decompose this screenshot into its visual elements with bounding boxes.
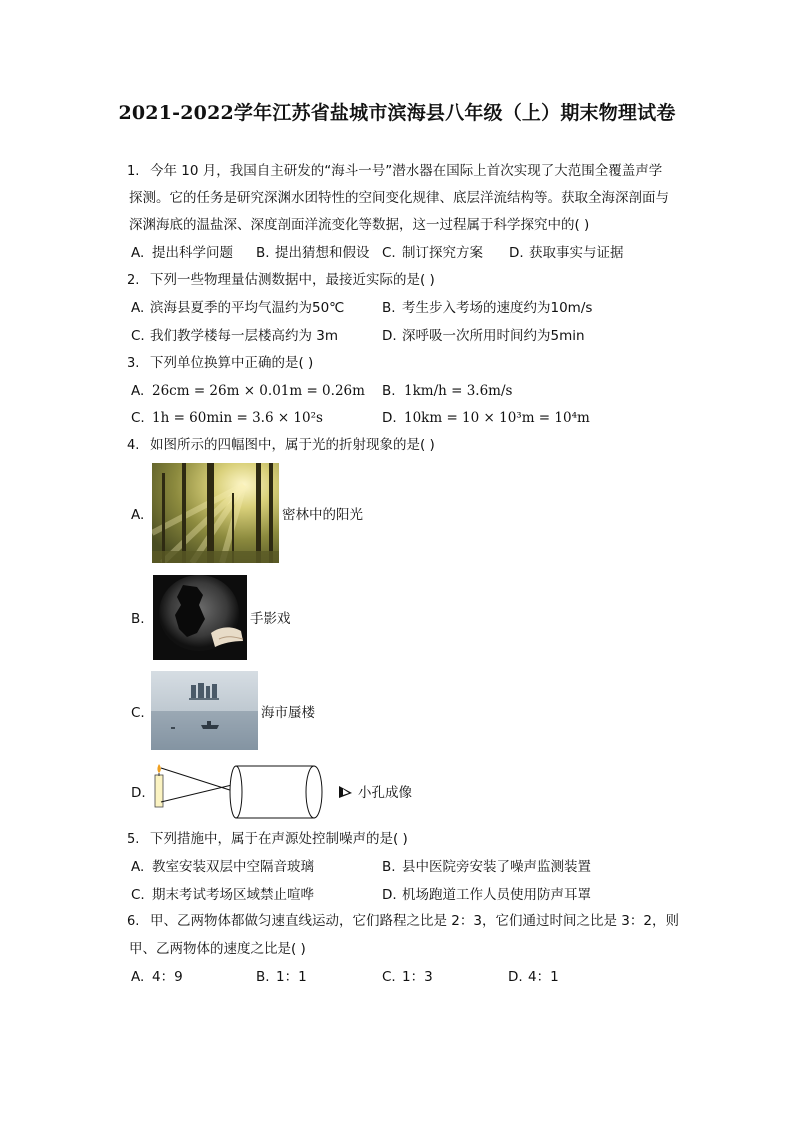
option-label: B. [256, 969, 270, 985]
option-label: A. [131, 859, 145, 875]
option-label: C. [131, 410, 145, 426]
option-label: A. [131, 383, 145, 399]
option-label: A. [131, 300, 145, 316]
option-label: B. [256, 245, 270, 261]
option-text: 密林中的阳光 [282, 507, 363, 523]
option-text: 教室安装双层中空隔音玻璃 [152, 859, 314, 875]
option-label: C. [131, 705, 145, 721]
option-label: A. [131, 507, 145, 523]
option-label: A. [131, 245, 145, 261]
option-label: D. [509, 245, 524, 261]
option-text: 小孔成像 [358, 785, 412, 801]
option-text: 县中医院旁安装了噪声监测装置 [402, 859, 591, 875]
option-text: 海市蜃楼 [261, 705, 315, 721]
option-text: 1：3 [402, 969, 433, 985]
option-label: D. [382, 328, 397, 344]
option-text: 4：1 [528, 969, 559, 985]
option-text: 26cm = 26m × 0.01m = 0.26m [152, 383, 365, 399]
question-text-line: 探测。它的任务是研究深渊水团特性的空间变化规律、底层洋流结构等。获取全海深剖面与 [129, 190, 669, 206]
question-number: 4. [127, 438, 140, 453]
page-title: 2021-2022学年江苏省盐城市滨海县八年级（上）期末物理试卷 [118, 102, 676, 124]
question-number: 2. [127, 273, 140, 288]
option-label: B. [382, 383, 396, 399]
hand-shadow-image [153, 575, 247, 660]
question-text-line: 深渊海底的温盐深、深度剖面洋流变化等数据，这一过程属于科学探究中的( ) [129, 217, 590, 233]
question-text-line: 下列单位换算中正确的是( ) [150, 355, 314, 371]
option-text: 1：1 [276, 969, 307, 985]
option-label: C. [131, 887, 145, 903]
question-number: 3. [127, 356, 140, 371]
option-text: 获取事实与证据 [529, 245, 624, 261]
question-text-line: 今年 10 月，我国自主研发的“海斗一号”潜水器在国际上首次实现了大范围全覆盖声学 [150, 163, 663, 179]
option-text: 手影戏 [250, 611, 291, 627]
question-text-line: 下列一些物理量估测数据中，最接近实际的是( ) [150, 272, 435, 288]
option-text: 深呼吸一次所用时间约为5min [402, 328, 585, 344]
option-text: 提出科学问题 [152, 245, 233, 261]
pinhole-camera-diagram [150, 762, 360, 822]
question-text-line: 下列措施中，属于在声源处控制噪声的是( ) [150, 831, 408, 847]
forest-sunlight-image [152, 463, 279, 563]
option-label: D. [382, 887, 397, 903]
option-label: D. [508, 969, 523, 985]
option-label: A. [131, 969, 145, 985]
question-number: 5. [127, 832, 140, 847]
question-number: 6. [127, 914, 140, 929]
question-text-line: 如图所示的四幅图中，属于光的折射现象的是( ) [150, 437, 435, 453]
option-text: 提出猜想和假设 [275, 245, 370, 261]
option-label: D. [131, 785, 146, 801]
option-text: 期末考试考场区域禁止喧哗 [152, 887, 314, 903]
option-label: B. [382, 300, 396, 316]
option-text: 机场跑道工作人员使用防声耳罩 [402, 887, 591, 903]
option-text: 4：9 [152, 969, 183, 985]
option-label: C. [382, 969, 396, 985]
option-label: C. [382, 245, 396, 261]
option-text: 我们教学楼每一层楼高约为 3m [150, 328, 339, 344]
question-text-line: 甲、乙两物体的速度之比是( ) [129, 941, 306, 957]
option-label: D. [382, 410, 397, 426]
question-number: 1. [127, 164, 140, 179]
option-text: 1km/h = 3.6m/s [404, 383, 513, 399]
option-label: C. [131, 328, 145, 344]
option-text: 1h = 60min = 3.6 × 10²s [152, 410, 323, 426]
mirage-image [151, 671, 258, 750]
option-label: B. [382, 859, 396, 875]
option-text: 制订探究方案 [402, 245, 483, 261]
question-text-line: 甲、乙两物体都做匀速直线运动，它们路程之比是 2：3，它们通过时间之比是 3：2，则 [150, 913, 679, 929]
option-label: B. [131, 611, 145, 627]
option-text: 滨海县夏季的平均气温约为50℃ [150, 300, 345, 316]
option-text: 10km = 10 × 10³m = 10⁴m [404, 410, 590, 426]
option-text: 考生步入考场的速度约为10m/s [402, 300, 593, 316]
